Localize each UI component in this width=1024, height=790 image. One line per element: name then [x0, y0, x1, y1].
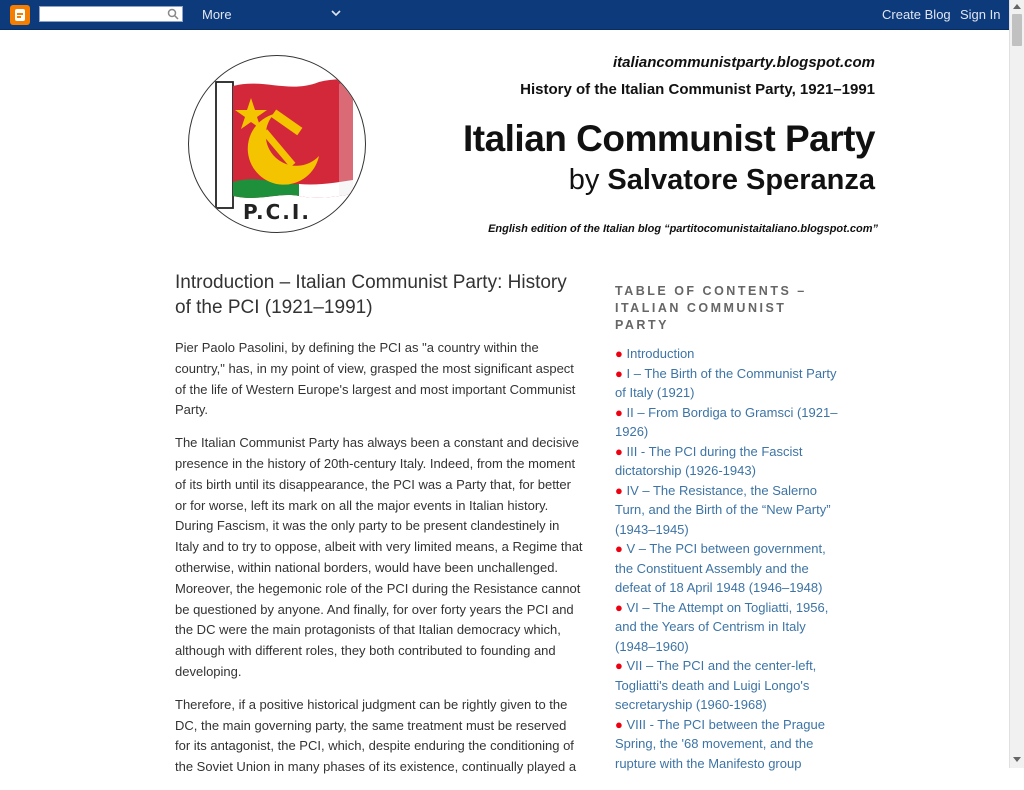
bullet-icon: ● [615, 541, 623, 556]
toc-link[interactable]: III - The PCI during the Fascist dictatorship (1926-1943) [615, 443, 803, 478]
post-paragraph: Therefore, if a positive historical judgment can be rightly given to the DC, the main governing party, the same treatment must be reserved for its antagonist, the PCI, which, despite enduring the conditioning of the Soviet Union in many phases of its existence, continually played a [175, 696, 577, 775]
toc-item[interactable] [615, 344, 840, 364]
toc-item[interactable] [615, 715, 840, 774]
scroll-thumb[interactable] [1012, 14, 1022, 46]
toc-heading: TABLE OF CONTENTS – ITALIAN COMMUNIST PARTY [615, 284, 807, 332]
bullet-icon: ● [615, 482, 623, 498]
blogger-navbar [0, 0, 1009, 30]
bullet-icon: ● [615, 346, 623, 361]
blogger-icon[interactable] [10, 5, 30, 25]
toc-link[interactable]: Introduction [626, 346, 695, 361]
toc-link[interactable]: IV – The Resistance, the Salerno Turn, and the Birth of the “New Party” (1943–1945) [615, 482, 831, 537]
create-blog-link[interactable]: Create Blog [882, 7, 951, 22]
bullet-icon: ● [615, 599, 623, 615]
pci-logo [188, 55, 366, 233]
bullet-icon: ● [615, 443, 623, 459]
toc-item[interactable] [615, 442, 840, 481]
chevron-down-icon[interactable] [330, 7, 342, 19]
bullet-icon: ● [615, 404, 623, 420]
toc-link[interactable]: II – From Bordiga to Gramsci (1921–1926) [615, 404, 838, 439]
toc-item[interactable] [615, 481, 840, 540]
post-paragraph: Pier Paolo Pasolini, by defining the PCI as "a country within the country," has, in my point of view, grasped the most significant aspect of the life of Western Europe's largest and most important Communist Party. [175, 340, 576, 418]
bullet-icon: ● [615, 716, 623, 732]
toc-link[interactable]: V – The PCI between government, the Constituent Assembly and the defeat of 18 April 1948 (1946–1948) [615, 541, 826, 595]
header-url: italiancommunistparty.blogspot.com [613, 54, 875, 71]
toc-item[interactable] [615, 539, 840, 598]
logo-text: P.C.I. [243, 200, 311, 224]
bullet-icon: ● [615, 365, 623, 381]
toc-item[interactable] [615, 403, 840, 442]
toc-list [615, 344, 840, 773]
toc-item[interactable] [615, 598, 840, 657]
search-icon[interactable] [167, 8, 179, 20]
toc-item[interactable] [615, 364, 840, 403]
header-subtitle: History of the Italian Communist Party, 1921–1991 [520, 81, 875, 98]
scroll-down-arrow[interactable] [1013, 757, 1021, 762]
blog-header[interactable] [175, 40, 895, 250]
search-input[interactable] [39, 6, 183, 22]
toc-link[interactable]: VII – The PCI and the center-left, Togliatti's death and Luigi Longo's secretaryship (1960-1968) [615, 658, 817, 712]
post-paragraph: The Italian Communist Party has always been a constant and decisive presence in the history of 20th-century Italy. Indeed, from the moment of its birth until its disappearance, the PCI was a Party that, for better or for worse, left its mark on all the major events in Italian history. During Fascism, it was the only party to be present clandestinely in Italy and to try to oppose, albeit with very limited means, a Regime that otherwise, within national borders, would have been unchallenged. Moreover, the hegemonic role of the PCI during the Resistance cannot be questioned by anyone. And finally, for over forty years the PCI and the DC were the main protagonists of that Italian democracy which, although with different roles, they both contributed to founding and developing. [175, 435, 583, 679]
header-author-line [569, 164, 875, 197]
page-scrollbar[interactable] [1009, 0, 1024, 768]
toc-link[interactable]: VI – The Attempt on Togliatti, 1956, and the Years of Centrism in Italy (1948–1960) [615, 599, 829, 654]
more-menu[interactable]: More [202, 7, 232, 22]
blog-title[interactable]: Italian Communist Party [462, 118, 875, 159]
author-name: Salvatore Speranza [607, 164, 875, 196]
bullet-icon: ● [615, 658, 623, 673]
post-title[interactable]: Introduction – Italian Communist Party: History of the PCI (1921–1991) [175, 272, 567, 318]
toc-item[interactable] [615, 656, 840, 715]
post-body [175, 338, 585, 790]
scroll-up-arrow[interactable] [1013, 4, 1021, 9]
toc-link[interactable]: I – The Birth of the Communist Party of Italy (1921) [615, 365, 837, 400]
by-label: by [568, 164, 600, 196]
sign-in-link[interactable]: Sign In [960, 7, 1001, 22]
toc-link[interactable]: VIII - The PCI between the Prague Spring, the '68 movement, and the rupture with the Manifesto group [615, 716, 825, 771]
header-edition-note: English edition of the Italian blog “partitocomunistaitaliano.blogspot.com” [488, 223, 878, 235]
